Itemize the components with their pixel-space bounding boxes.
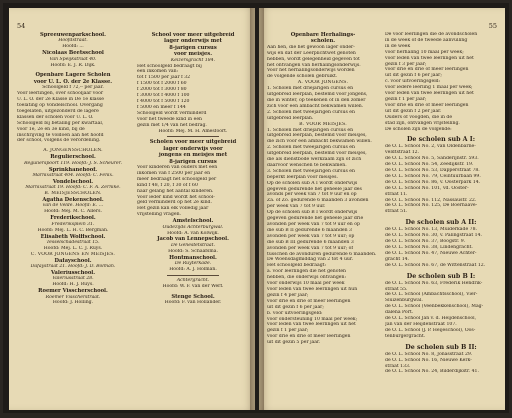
centered-line: Hoofd: W. F. van der Werf. bbox=[162, 283, 224, 289]
left-page-column-1 bbox=[17, 32, 129, 306]
right-page-column-1 bbox=[267, 32, 379, 346]
text-line: gegeven gedurende het geheele jaar des bbox=[267, 186, 362, 192]
section-heading: 8-jarigen cursus bbox=[169, 158, 217, 165]
section-heading: Openbare Lagere Scholen bbox=[35, 72, 111, 79]
text-line: die als dienstbode werkzaam zijn of zich bbox=[267, 157, 362, 163]
text-line: die zich voor een ambacht bekwamen willen. bbox=[267, 139, 372, 145]
text-line: wijs en dat der Leerplichtwet genoten bbox=[267, 50, 356, 56]
section-heading: voor U. L. O. der 2e Klasse. bbox=[33, 78, 113, 85]
text-line: geld verminderd op het 2e kind. bbox=[137, 200, 212, 206]
divider bbox=[167, 136, 219, 137]
text-line: straat 133. bbox=[385, 363, 411, 369]
text-line: het ontvangen van herhalingsonderwijs. bbox=[267, 62, 361, 68]
centered-line: Hoofd: Mej. M. C. Allers. bbox=[44, 209, 102, 215]
text-line: voor leden van twee leerlingen uit het bbox=[385, 55, 474, 61]
left-page bbox=[9, 8, 255, 410]
right-page-column-2 bbox=[385, 32, 497, 375]
text-line: gegeven gedurende het geheele jaar drie bbox=[267, 216, 364, 222]
text-line: de O. L. School (Veenbekkenschool), Mag- bbox=[385, 304, 484, 310]
text-line: Op de scholen sub A I wordt onderwijs bbox=[267, 180, 358, 186]
text-line: avonden per week van 7 tot 9 uur; op bbox=[267, 233, 355, 239]
section-heading: scholen. bbox=[310, 38, 336, 45]
text-line: de O. L. School (J. P. Heijeschool), Oos- bbox=[385, 327, 476, 333]
text-line: een inkomen van: bbox=[137, 69, 179, 75]
section-heading: 8-jarigen cursus bbox=[169, 44, 217, 51]
text-line: de O. L. School No. 30, v. Palingstraat 14. bbox=[385, 233, 482, 239]
section-heading: School voor meer uitgebreid bbox=[151, 32, 235, 38]
text-line: meer bedraagt het schoolgeld per bbox=[137, 176, 217, 182]
text-line: stad zijn, ontvangen vrijstelling. bbox=[385, 120, 460, 126]
text-line: De scholen zijn de volgende: bbox=[385, 126, 452, 132]
text-line: Voor kinderen van ouders met een bbox=[137, 165, 218, 171]
text-line: de volgende scholen gebruikt. bbox=[267, 74, 338, 80]
text-line: f 2000 tot f 3000 f 80 bbox=[137, 87, 187, 93]
text-line: uitgebreid leerplan, bestemd voor meisjes, bbox=[267, 151, 367, 157]
text-line: 3. Scholen met tweejarigen cursus en bbox=[267, 168, 355, 174]
text-line: Voor het herhalingsonderwijs worden bbox=[267, 68, 355, 74]
text-line: de O. L. School No. 125, De Boerhaave- bbox=[385, 203, 478, 209]
address-line: Van Speijkstraat 40. bbox=[49, 56, 97, 62]
text-line: uit dit gezin 5 per jaar. bbox=[267, 340, 321, 346]
text-line: kind f 48, f 20, f 30 of f 60 bbox=[137, 182, 198, 188]
address-line: De Ruyterkade. bbox=[174, 261, 212, 267]
text-line: de O. L. School No. 5, Sanderijnstr. 593. bbox=[385, 156, 479, 162]
text-line: f 3000 tot f 4000 f 100 bbox=[137, 93, 190, 99]
text-line: Het schoolgeld bedraagt: bbox=[267, 263, 327, 269]
centered-line: Hoofd: Mej. M. H. Amesfoort. bbox=[158, 128, 228, 134]
address-line: Tesselschadestraat 15. bbox=[46, 239, 100, 245]
text-line: f 1500 tot f 2000 f 60 bbox=[137, 81, 187, 87]
address-line: van de Velde. Hoofd: E. ... bbox=[42, 203, 104, 209]
section-heading: Frederikschool. bbox=[50, 215, 96, 222]
centered-line: Hoofd: F. van Hollander. bbox=[164, 300, 222, 306]
centered-line: Hoofd: H. J. Ruys. bbox=[52, 282, 94, 288]
text-line: de O. L. School No. 79, Ceintuurbaan 99. bbox=[385, 173, 481, 179]
centered-line: Hoofd: A. J. Holman. bbox=[169, 266, 217, 272]
category-heading: A. JONGENSSCHOLEN. bbox=[43, 148, 103, 154]
text-line: klassen der scholen voor U. L. O. bbox=[17, 114, 94, 120]
text-line: hebben, die onderwijs ontvangen: bbox=[267, 275, 346, 281]
text-line: daarvoor wenschen te bekwamen. bbox=[267, 162, 347, 168]
section-heading: Scholen voor meer uitgebreid bbox=[149, 139, 237, 146]
address-line: Frederiksplein 31. bbox=[51, 221, 95, 227]
section-heading: Hontmanschool. bbox=[169, 254, 217, 261]
section-heading: Valeriusschool. bbox=[50, 269, 96, 276]
text-line: in de week of de tweede aanvulling bbox=[385, 37, 468, 43]
text-line: straat 55. bbox=[385, 286, 408, 292]
address-line: Achtergracht. bbox=[176, 277, 210, 283]
list-heading: De scholen sub A I: bbox=[406, 136, 476, 144]
section-heading: voor meisjes. bbox=[173, 51, 213, 58]
text-line: voor leden van twee leerlingen uit het bbox=[267, 322, 356, 328]
list-heading: De scholen sub B I: bbox=[406, 272, 476, 280]
section-heading: Nicolaas Beetsschool bbox=[42, 50, 104, 57]
text-line: voor drie en drie of meer leerlingen bbox=[385, 102, 469, 108]
text-line: de O. L. School No. 8, Jonasstraat 29. bbox=[385, 351, 473, 357]
text-line: de O. L. School No. 86, v. Oosterpark 14. bbox=[385, 179, 481, 185]
text-line: gracht 14. bbox=[385, 256, 410, 262]
text-line: Schoolgeld bij betaling per kwartaal, bbox=[17, 120, 104, 126]
text-line: uitgebreid leerplan, bestemd voor jongens, bbox=[267, 92, 368, 98]
section-heading: Roemer Visscherschool. bbox=[38, 288, 108, 295]
text-line: beperkt leerplan voor meisjes. bbox=[267, 174, 338, 180]
section-heading: Amstelschool. bbox=[172, 218, 214, 225]
section-heading: Dafayschool. bbox=[54, 257, 92, 264]
text-line: de O. L. School No. 112, Nassaustr. 22. bbox=[385, 197, 477, 203]
centered-line: Hoofd: E. J. R. Dijk. bbox=[50, 62, 96, 68]
text-line: tenburgergracht. bbox=[385, 333, 426, 339]
text-line: uit dit gezin f 2 per jaar. bbox=[385, 108, 442, 114]
list-heading: De scholen sub B II: bbox=[405, 343, 477, 351]
centered-line: Hoofd: A. van Kolwijk. bbox=[167, 230, 219, 236]
list-heading: De scholen sub A II: bbox=[405, 219, 477, 227]
centered-line: Hoofd: ... bbox=[62, 44, 84, 50]
text-line: Het gezin kan elk volledig jaar bbox=[137, 206, 209, 212]
text-line: Jan van der Heijdenstraat 107. bbox=[385, 321, 457, 327]
text-line: toelating op Vondelschool. Overgang bbox=[17, 102, 103, 108]
text-line: de O. L. School No. 47, Nieuwe Achter- bbox=[385, 250, 477, 256]
text-line: uitgebreid leerplan. bbox=[267, 115, 314, 121]
text-line: straat 51. bbox=[385, 209, 408, 215]
text-line: U. L. O. der 2e Klasse in De 1e klasse bbox=[17, 97, 104, 103]
text-line: vrijstelling vragen. bbox=[137, 212, 181, 218]
section-heading: Agatha Dekenschool. bbox=[42, 197, 104, 204]
text-line: voor het tweede kind in een bbox=[137, 116, 202, 122]
text-line: de O. L. School No. 16, Nieuwe Kerk- bbox=[385, 357, 472, 363]
text-line: f 4000 tot f 5000 f 120 bbox=[137, 98, 190, 104]
section-heading: jongens en meisjes met bbox=[158, 152, 228, 159]
section-heading: Spreeuwenparkschool. bbox=[40, 32, 106, 38]
book-spread bbox=[3, 3, 509, 413]
text-line: in de week bbox=[385, 43, 411, 49]
address-line: Dafaystraat 21. Hoofd: J. D. Bolman. bbox=[30, 264, 116, 270]
centered-line: Hoofd: Mej. L. H. C. Bergman. bbox=[37, 227, 109, 233]
text-line: zich voor een ambacht bekwamen willen. bbox=[267, 103, 364, 109]
text-line: avonden per week van 7 tot 9 uur; of bbox=[267, 245, 354, 251]
text-line: b. voor uitvoeringsgeld: bbox=[267, 310, 323, 316]
text-line: Schoolgeld wordt verminderd bbox=[137, 110, 207, 116]
address-line: Oudezijds Achterburgwal. bbox=[162, 224, 224, 230]
text-line: Op de scholen sub B I wordt onderwijs bbox=[267, 210, 358, 216]
category-heading: B. VOOR MEISJES. bbox=[299, 121, 347, 127]
text-line: de O. L. School (Ambachtsschool), Vier- bbox=[385, 292, 478, 298]
text-line: De Woensdagmiddag van 2 tot 4 uur. bbox=[267, 257, 354, 263]
section-heading: Vondelschool. bbox=[52, 178, 94, 185]
text-line: straat 11. bbox=[385, 191, 408, 197]
text-line: per week van 7 tot 9 uur. bbox=[267, 204, 326, 210]
page-number: 54 bbox=[17, 22, 26, 30]
text-line: veldtstraat 12. bbox=[385, 150, 420, 156]
text-line: voor herhaling 10 maal per week; bbox=[385, 49, 464, 55]
category-heading: A. VOOR JONGENS. bbox=[297, 80, 349, 86]
address-line: Marnixstraat 404. Hoofd: C. Fenix. bbox=[32, 172, 114, 178]
text-line: uit dit gezin f 6 per jaar; bbox=[267, 304, 324, 310]
text-line: avonds per week van 7 tot 9 uur en op bbox=[267, 192, 357, 198]
address-line: Hoofdstraat. bbox=[58, 38, 88, 44]
book-gutter bbox=[250, 8, 264, 410]
text-line: inschrijving te voldoen aan het hoofd bbox=[17, 132, 104, 138]
address-line: Regulierspoort 119. Hoofd: J. S. Scheurer. bbox=[24, 160, 122, 166]
text-line: Voor ieder kind wordt het school- bbox=[137, 194, 215, 200]
text-line: naar gelang het aantal kinderen. bbox=[137, 188, 214, 194]
text-line: de O. L. School No. 101, vd. Ooster- bbox=[385, 185, 469, 191]
address-line: Marnixstraat 19. Hoofd: C. F. A. Zernike. bbox=[25, 185, 121, 191]
text-line: dalena Port. bbox=[385, 310, 414, 316]
section-heading: Jacob van Lennepschool. bbox=[157, 236, 229, 243]
text-line: der school, volgens de verordening. bbox=[17, 138, 101, 144]
text-line: voor 1e, 2e en 3e kind, bij de bbox=[17, 126, 85, 132]
centered-line: Hoofd: S. Schaafsma. bbox=[168, 248, 218, 254]
text-line: toegelaten, uitgezonderd de lagere bbox=[17, 108, 99, 114]
text-line: voor drie en drie of meer leerlingen bbox=[267, 298, 351, 304]
text-line: die in winter, op teekenen of in den zomer bbox=[267, 97, 366, 103]
text-line: de O. L. School No. 24, Bilderdijkstr. 41. bbox=[385, 369, 479, 375]
right-page bbox=[259, 8, 505, 410]
text-line: gezin f 1 per jaar; bbox=[267, 328, 309, 334]
address-line: De Genestetstraat. bbox=[171, 242, 215, 248]
text-line: voor onderwijs 10 maal per week bbox=[267, 281, 345, 287]
text-line: die sub B II gedurende 6 maanden 3 bbox=[267, 227, 352, 233]
centered-line: Schoolgeld f 72,-- per jaar. bbox=[42, 85, 104, 91]
text-line: hebben, wordt gelegenheid gegeven tot bbox=[267, 56, 360, 62]
text-line: Voor leerlingen, over schooljaar voor bbox=[17, 91, 104, 97]
text-line: Ouders of voogden, die in de bbox=[385, 114, 453, 120]
text-line: Het schoolgeld bedraagt bij bbox=[137, 63, 202, 69]
section-heading: Regulierschool. bbox=[50, 154, 96, 161]
text-line: voor leden van twee leerlingen uit hun bbox=[267, 286, 358, 292]
section-heading: Sprinkhanehoof. bbox=[48, 166, 98, 173]
text-line: tusschen de avonduren gedurende 6 maanden. bbox=[267, 251, 377, 257]
text-line: de O. L. School No. 63, Frederik Hendrik- bbox=[385, 280, 483, 286]
centered-line: Hoofd: Mej. L. C. J. Ruys. bbox=[43, 245, 103, 251]
text-line: gezin f 1 per jaar; bbox=[385, 96, 427, 102]
text-line: de O. L. School No. 37, Boogstr. 9. bbox=[385, 239, 466, 245]
text-line: de O. L. School No. 54, Zeedijkstr. 19. bbox=[385, 162, 474, 168]
text-line: a. voor leerlingen die het genoten bbox=[267, 269, 346, 275]
text-line: Sluizenburgwal. bbox=[385, 298, 423, 304]
category-heading: C. VOOR JONGENS EN MEISJES. bbox=[30, 251, 116, 257]
text-line: voor drie en drie of meer leerlingen bbox=[267, 334, 351, 340]
section-heading: Openbare Herhalings- bbox=[290, 32, 356, 38]
text-line: die sub B III gedurende 6 maanden 3 bbox=[267, 239, 354, 245]
text-line: de O. L. School Jan v. d. Heijdenschool, bbox=[385, 316, 477, 322]
text-line: uitgebreid leerplan, bestemd voor meisjes, bbox=[267, 133, 367, 139]
text-line: inkomen van f 2500 per jaar en bbox=[137, 170, 211, 176]
text-line: 2. Scholen met tweejarigen cursus en bbox=[267, 109, 355, 115]
text-line: avonden per week van 7 tot 9 uur en op bbox=[267, 222, 360, 227]
divider bbox=[167, 275, 219, 276]
text-line: de O. L. School No. 2, van Oldenbarne- bbox=[385, 144, 476, 150]
text-line: De voor leerlingen die de avondscholen bbox=[385, 32, 478, 37]
category-heading: B. MEISJESSCHOLEN. bbox=[44, 191, 102, 197]
section-heading: Elisabeth Wolffschool. bbox=[40, 233, 106, 240]
text-line: voor leden van twee leerlingen uit het bbox=[385, 91, 474, 97]
text-line: Za. of Zo. gedurende 6 maanden 3 avonden bbox=[267, 198, 369, 204]
text-line: tot f 1500 per jaar f 32 bbox=[137, 75, 191, 81]
text-line: gezin f 4 per jaar; bbox=[267, 292, 309, 298]
section-heading: lager onderwijs met bbox=[164, 38, 222, 45]
text-line: 1. Scholen met driejarigen cursus en bbox=[267, 127, 354, 133]
text-line: de O. L. School No. 53, Dapperstraat 78. bbox=[385, 168, 480, 174]
text-line: de O. L. School No. 13, Muiderkade 78. bbox=[385, 227, 477, 233]
centered-line: Hoofd: J. Holling. bbox=[52, 300, 94, 306]
text-line: voor iedere leerling 1 maal per week; bbox=[385, 85, 473, 91]
text-line: 2. Scholen met tweejarigen cursus en bbox=[267, 145, 355, 151]
text-line: gezin met 1/4 van het bedrag. bbox=[137, 122, 207, 128]
text-line: f 5000 en meer f 144 bbox=[137, 104, 186, 110]
section-heading: lager onderwijs voor bbox=[163, 145, 223, 152]
text-line: voor drie en drie of meer leerlingen bbox=[385, 67, 469, 73]
page-number: 55 bbox=[488, 22, 497, 30]
text-line: uit dit gezin f 6 per jaar; bbox=[385, 73, 442, 79]
text-line: Aan hen, die het gewoon lager onder- bbox=[267, 44, 355, 50]
text-line: voor ondersteuning 10 maal per week; bbox=[267, 316, 358, 322]
left-page-column-2 bbox=[137, 32, 249, 306]
text-line: gezin f 3 per jaar; bbox=[385, 61, 427, 67]
text-line: 1. Scholen met driejarigen cursus en bbox=[267, 86, 354, 92]
address-line: Roemer Visscherstraat. bbox=[45, 294, 101, 300]
text-line: de O. L. School No. 38, Lindengracht. bbox=[385, 245, 473, 250]
text-line: de O. L. School No. 67, de Wittenstraat 12. bbox=[385, 262, 486, 268]
section-heading: Stenge School. bbox=[171, 293, 215, 300]
address-line: Keizersgracht 184. bbox=[170, 57, 216, 63]
address-line: Valeriusstraat 28. bbox=[52, 276, 94, 282]
text-line: c. voor uitvoeringsgeld: bbox=[385, 79, 441, 85]
